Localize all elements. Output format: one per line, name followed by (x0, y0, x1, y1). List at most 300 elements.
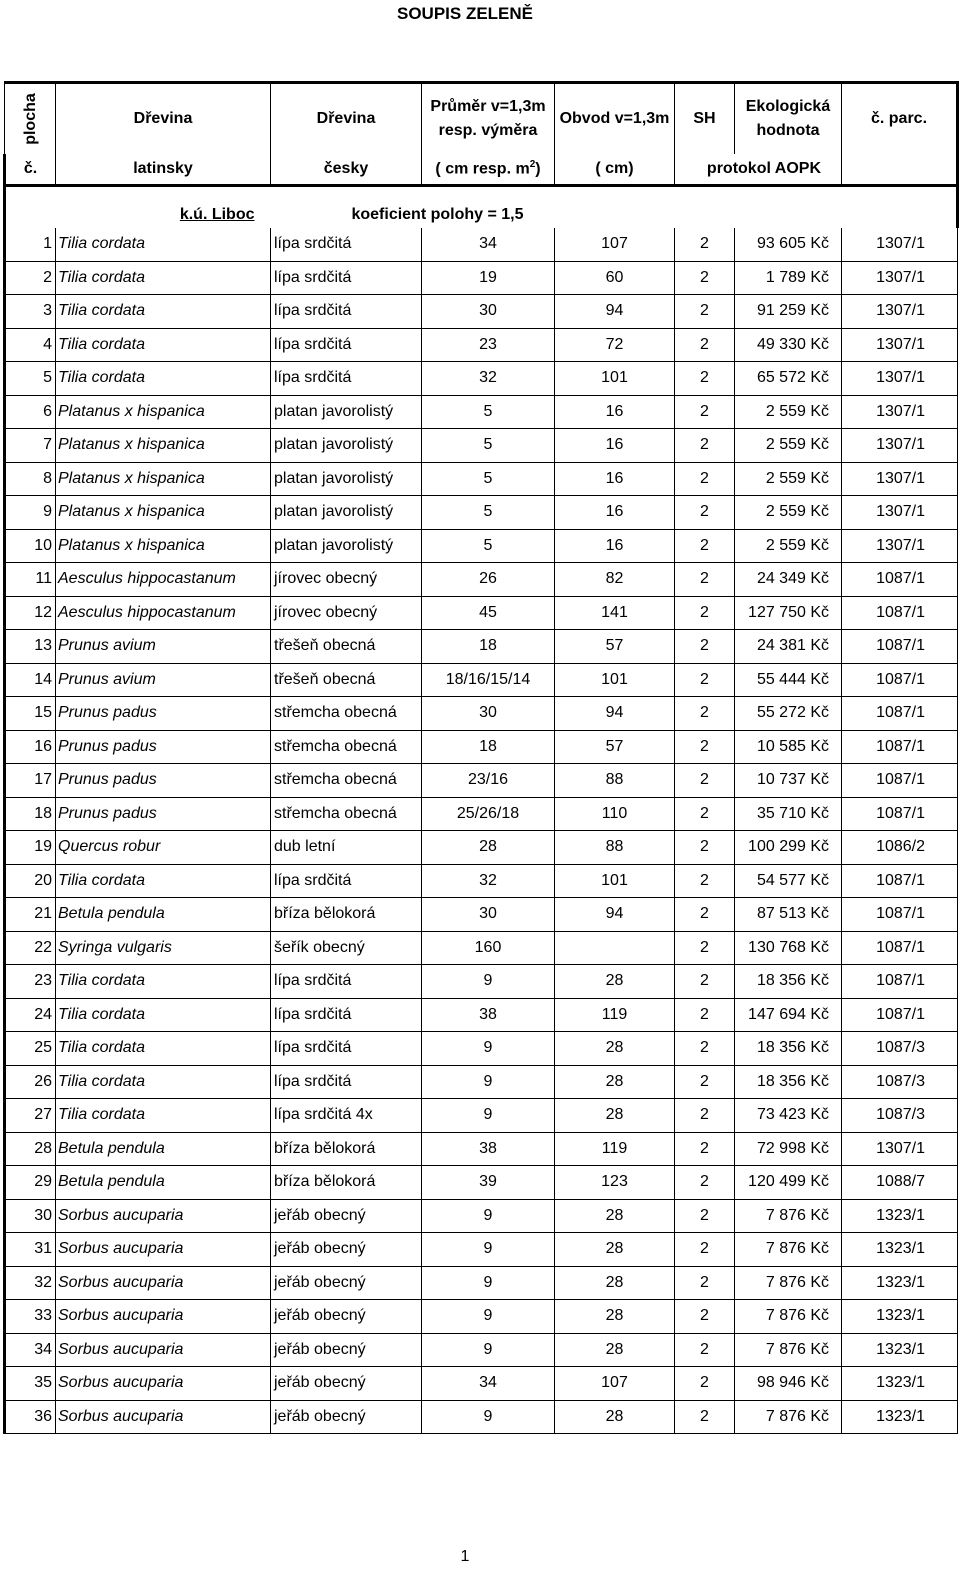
cell-number: 32 (5, 1266, 56, 1300)
table-row (5, 1300, 958, 1334)
cell-sh: 2 (675, 630, 735, 664)
cell-latin-name: Platanus x hispanica (56, 496, 271, 530)
cell-latin-name: Sorbus aucuparia (56, 1400, 271, 1434)
cell-parcel: 1307/1 (842, 362, 958, 396)
cell-latin-name: Tilia cordata (56, 1032, 271, 1066)
cell-sh: 2 (675, 563, 735, 597)
cell-parcel: 1087/3 (842, 1032, 958, 1066)
table-row (5, 730, 958, 764)
cell-sh: 2 (675, 730, 735, 764)
table-row (5, 1065, 958, 1099)
cell-circumference: 141 (555, 596, 675, 630)
cell-czech-name: lípa srdčitá 4x (271, 1099, 422, 1133)
cell-eco-value: 98 946 Kč (735, 1367, 842, 1401)
cell-czech-name: platan javorolistý (271, 529, 422, 563)
cell-circumference: 57 (555, 730, 675, 764)
cell-eco-value: 24 349 Kč (735, 563, 842, 597)
table-body (5, 228, 958, 1434)
cell-latin-name: Sorbus aucuparia (56, 1266, 271, 1300)
cell-number: 4 (5, 328, 56, 362)
section-ku: k.ú. Liboc (179, 206, 255, 223)
table-row (5, 462, 958, 496)
cell-sh: 2 (675, 1166, 735, 1200)
cell-eco-value: 2 559 Kč (735, 496, 842, 530)
cell-circumference: 119 (555, 1132, 675, 1166)
cell-diameter: 23 (422, 328, 555, 362)
cell-czech-name: lípa srdčitá (271, 228, 422, 261)
cell-latin-name: Syringa vulgaris (56, 931, 271, 965)
cell-number: 15 (5, 697, 56, 731)
cell-parcel: 1307/1 (842, 295, 958, 329)
cell-eco-value: 7 876 Kč (735, 1233, 842, 1267)
cell-latin-name: Tilia cordata (56, 328, 271, 362)
cell-number: 27 (5, 1099, 56, 1133)
cell-number: 19 (5, 831, 56, 865)
cell-latin-name: Tilia cordata (56, 362, 271, 396)
cell-diameter: 9 (422, 1333, 555, 1367)
cell-sh: 2 (675, 429, 735, 463)
cell-latin-name: Sorbus aucuparia (56, 1199, 271, 1233)
cell-parcel: 1323/1 (842, 1233, 958, 1267)
table-row (5, 395, 958, 429)
cell-eco-value: 120 499 Kč (735, 1166, 842, 1200)
cell-sh: 2 (675, 797, 735, 831)
cell-circumference: 88 (555, 764, 675, 798)
cell-parcel: 1087/1 (842, 563, 958, 597)
cell-number: 23 (5, 965, 56, 999)
cell-circumference: 16 (555, 496, 675, 530)
cell-czech-name: lípa srdčitá (271, 998, 422, 1032)
cell-number: 35 (5, 1367, 56, 1401)
cell-latin-name: Prunus padus (56, 797, 271, 831)
cell-circumference: 101 (555, 663, 675, 697)
cell-eco-value: 72 998 Kč (735, 1132, 842, 1166)
cell-sh: 2 (675, 1199, 735, 1233)
cell-sh: 2 (675, 864, 735, 898)
cell-parcel: 1087/1 (842, 596, 958, 630)
cell-czech-name: bříza bělokorá (271, 898, 422, 932)
cell-sh: 2 (675, 596, 735, 630)
cell-czech-name: lípa srdčitá (271, 864, 422, 898)
cell-number: 28 (5, 1132, 56, 1166)
cell-eco-value: 100 299 Kč (735, 831, 842, 865)
cell-sh: 2 (675, 965, 735, 999)
table-row (5, 529, 958, 563)
header-latinsky: latinsky (56, 154, 271, 186)
cell-circumference: 16 (555, 462, 675, 496)
cell-parcel: 1307/1 (842, 429, 958, 463)
cell-diameter: 23/16 (422, 764, 555, 798)
cell-diameter: 32 (422, 864, 555, 898)
cell-latin-name: Tilia cordata (56, 998, 271, 1032)
cell-czech-name: lípa srdčitá (271, 261, 422, 295)
table-row (5, 228, 958, 261)
cell-latin-name: Betula pendula (56, 898, 271, 932)
cell-diameter: 30 (422, 295, 555, 329)
cell-diameter: 9 (422, 965, 555, 999)
cell-number: 9 (5, 496, 56, 530)
cell-diameter: 9 (422, 1400, 555, 1434)
cell-diameter: 5 (422, 496, 555, 530)
cell-circumference: 110 (555, 797, 675, 831)
header-eko: Ekologická hodnota (735, 83, 842, 155)
cell-parcel: 1087/1 (842, 663, 958, 697)
cell-sh: 2 (675, 1132, 735, 1166)
cell-latin-name: Tilia cordata (56, 1065, 271, 1099)
table-row (5, 1099, 958, 1133)
cell-number: 5 (5, 362, 56, 396)
cell-parcel: 1307/1 (842, 328, 958, 362)
cell-eco-value: 2 559 Kč (735, 395, 842, 429)
cell-circumference: 28 (555, 1300, 675, 1334)
header-obvod-unit: ( cm) (555, 154, 675, 186)
cell-circumference: 28 (555, 1065, 675, 1099)
table-row (5, 1199, 958, 1233)
cell-circumference: 16 (555, 429, 675, 463)
table-row (5, 1333, 958, 1367)
cell-number: 3 (5, 295, 56, 329)
cell-czech-name: střemcha obecná (271, 730, 422, 764)
cell-parcel: 1323/1 (842, 1300, 958, 1334)
cell-diameter: 30 (422, 697, 555, 731)
cell-circumference: 16 (555, 529, 675, 563)
header-prumer: Průměr v=1,3m resp. výměra (422, 83, 555, 155)
cell-latin-name: Sorbus aucuparia (56, 1300, 271, 1334)
table-row (5, 1032, 958, 1066)
cell-sh: 2 (675, 1032, 735, 1066)
cell-circumference: 107 (555, 228, 675, 261)
cell-diameter: 28 (422, 831, 555, 865)
cell-diameter: 9 (422, 1266, 555, 1300)
table-row (5, 797, 958, 831)
cell-sh: 2 (675, 998, 735, 1032)
cell-number: 14 (5, 663, 56, 697)
cell-sh: 2 (675, 228, 735, 261)
cell-parcel: 1088/7 (842, 1166, 958, 1200)
cell-parcel: 1087/1 (842, 931, 958, 965)
table-row (5, 831, 958, 865)
cell-number: 13 (5, 630, 56, 664)
cell-eco-value: 87 513 Kč (735, 898, 842, 932)
cell-eco-value: 7 876 Kč (735, 1400, 842, 1434)
cell-sh: 2 (675, 1099, 735, 1133)
table-row (5, 563, 958, 597)
cell-circumference: 88 (555, 831, 675, 865)
cell-eco-value: 1 789 Kč (735, 261, 842, 295)
cell-eco-value: 55 272 Kč (735, 697, 842, 731)
cell-circumference: 28 (555, 965, 675, 999)
cell-circumference: 28 (555, 1233, 675, 1267)
cell-czech-name: jeřáb obecný (271, 1367, 422, 1401)
cell-czech-name: jeřáb obecný (271, 1300, 422, 1334)
cell-czech-name: platan javorolistý (271, 429, 422, 463)
cell-circumference: 16 (555, 395, 675, 429)
cell-parcel: 1323/1 (842, 1266, 958, 1300)
cell-number: 21 (5, 898, 56, 932)
cell-sh: 2 (675, 462, 735, 496)
cell-sh: 2 (675, 1333, 735, 1367)
cell-parcel: 1323/1 (842, 1333, 958, 1367)
cell-sh: 2 (675, 1367, 735, 1401)
cell-circumference: 107 (555, 1367, 675, 1401)
cell-latin-name: Aesculus hippocastanum (56, 596, 271, 630)
cell-parcel: 1087/1 (842, 797, 958, 831)
cell-czech-name: jírovec obecný (271, 596, 422, 630)
cell-circumference: 101 (555, 362, 675, 396)
cell-circumference: 28 (555, 1099, 675, 1133)
cell-circumference: 94 (555, 295, 675, 329)
cell-parcel: 1307/1 (842, 496, 958, 530)
cell-sh: 2 (675, 697, 735, 731)
cell-number: 34 (5, 1333, 56, 1367)
cell-sh: 2 (675, 328, 735, 362)
cell-eco-value: 18 356 Kč (735, 1032, 842, 1066)
cell-eco-value: 18 356 Kč (735, 965, 842, 999)
cell-eco-value: 49 330 Kč (735, 328, 842, 362)
cell-circumference: 101 (555, 864, 675, 898)
cell-diameter: 32 (422, 362, 555, 396)
cell-czech-name: jírovec obecný (271, 563, 422, 597)
cell-circumference: 94 (555, 898, 675, 932)
cell-parcel: 1087/1 (842, 965, 958, 999)
table-row (5, 596, 958, 630)
header-eko-protocol: protokol AOPK (675, 154, 842, 186)
table-row (5, 864, 958, 898)
cell-diameter: 39 (422, 1166, 555, 1200)
cell-diameter: 5 (422, 529, 555, 563)
cell-eco-value: 7 876 Kč (735, 1199, 842, 1233)
cell-number: 31 (5, 1233, 56, 1267)
cell-sh: 2 (675, 931, 735, 965)
cell-eco-value: 2 559 Kč (735, 429, 842, 463)
cell-diameter: 9 (422, 1099, 555, 1133)
cell-czech-name: bříza bělokorá (271, 1166, 422, 1200)
cell-eco-value: 10 737 Kč (735, 764, 842, 798)
cell-czech-name: dub letní (271, 831, 422, 865)
cell-czech-name: lípa srdčitá (271, 328, 422, 362)
cell-number: 11 (5, 563, 56, 597)
cell-sh: 2 (675, 261, 735, 295)
cell-czech-name: střemcha obecná (271, 797, 422, 831)
cell-parcel: 1087/3 (842, 1099, 958, 1133)
table-row (5, 1233, 958, 1267)
cell-sh: 2 (675, 764, 735, 798)
cell-circumference: 94 (555, 697, 675, 731)
cell-parcel: 1086/2 (842, 831, 958, 865)
table-row (5, 1132, 958, 1166)
cell-latin-name: Tilia cordata (56, 228, 271, 261)
cell-sh: 2 (675, 395, 735, 429)
table-row (5, 931, 958, 965)
cell-eco-value: 7 876 Kč (735, 1266, 842, 1300)
cell-latin-name: Quercus robur (56, 831, 271, 865)
cell-latin-name: Tilia cordata (56, 261, 271, 295)
cell-diameter: 34 (422, 1367, 555, 1401)
cell-sh: 2 (675, 1300, 735, 1334)
cell-latin-name: Sorbus aucuparia (56, 1333, 271, 1367)
header-drevina-lat: Dřevina (56, 83, 271, 155)
table-row (5, 1166, 958, 1200)
cell-latin-name: Prunus padus (56, 730, 271, 764)
cell-diameter: 18 (422, 630, 555, 664)
cell-latin-name: Prunus padus (56, 697, 271, 731)
cell-parcel: 1307/1 (842, 228, 958, 261)
cell-czech-name: třešeň obecná (271, 630, 422, 664)
cell-circumference: 57 (555, 630, 675, 664)
cell-czech-name: lípa srdčitá (271, 1032, 422, 1066)
cell-sh: 2 (675, 362, 735, 396)
header-prumer-unit: ( cm resp. $m^2$) (422, 154, 555, 186)
cell-latin-name: Betula pendula (56, 1132, 271, 1166)
cell-sh: 2 (675, 1065, 735, 1099)
cell-sh: 2 (675, 831, 735, 865)
cell-circumference: 82 (555, 563, 675, 597)
cell-circumference: 28 (555, 1266, 675, 1300)
cell-sh: 2 (675, 898, 735, 932)
cell-czech-name: lípa srdčitá (271, 295, 422, 329)
cell-eco-value: 55 444 Kč (735, 663, 842, 697)
table-row (5, 1266, 958, 1300)
cell-czech-name: jeřáb obecný (271, 1400, 422, 1434)
cell-parcel: 1087/1 (842, 764, 958, 798)
cell-czech-name: platan javorolistý (271, 395, 422, 429)
cell-sh: 2 (675, 1266, 735, 1300)
cell-diameter: 25/26/18 (422, 797, 555, 831)
cell-sh: 2 (675, 1400, 735, 1434)
cell-circumference: 28 (555, 1333, 675, 1367)
table-row (5, 295, 958, 329)
cell-latin-name: Tilia cordata (56, 295, 271, 329)
cell-number: 1 (5, 228, 56, 261)
table-row (5, 496, 958, 530)
cell-eco-value: 10 585 Kč (735, 730, 842, 764)
cell-czech-name: jeřáb obecný (271, 1333, 422, 1367)
cell-czech-name: jeřáb obecný (271, 1233, 422, 1267)
cell-number: 36 (5, 1400, 56, 1434)
cell-circumference (555, 931, 675, 965)
cell-latin-name: Platanus x hispanica (56, 462, 271, 496)
cell-czech-name: platan javorolistý (271, 496, 422, 530)
cell-parcel: 1307/1 (842, 462, 958, 496)
cell-eco-value: 73 423 Kč (735, 1099, 842, 1133)
header-obvod: Obvod v=1,3m (555, 83, 675, 155)
cell-diameter: 9 (422, 1199, 555, 1233)
cell-number: 20 (5, 864, 56, 898)
cell-eco-value: 18 356 Kč (735, 1065, 842, 1099)
cell-parcel: 1087/1 (842, 730, 958, 764)
cell-number: 29 (5, 1166, 56, 1200)
table-row (5, 663, 958, 697)
cell-number: 17 (5, 764, 56, 798)
cell-circumference: 60 (555, 261, 675, 295)
cell-number: 6 (5, 395, 56, 429)
cell-czech-name: jeřáb obecný (271, 1266, 422, 1300)
cell-latin-name: Platanus x hispanica (56, 529, 271, 563)
cell-diameter: 5 (422, 429, 555, 463)
cell-parcel: 1087/1 (842, 864, 958, 898)
cell-latin-name: Betula pendula (56, 1166, 271, 1200)
cell-diameter: 26 (422, 563, 555, 597)
cell-circumference: 72 (555, 328, 675, 362)
table-header (5, 83, 958, 229)
cell-number: 2 (5, 261, 56, 295)
header-plocha: plocha (5, 83, 56, 155)
cell-parcel: 1307/1 (842, 261, 958, 295)
cell-diameter: 34 (422, 228, 555, 261)
cell-diameter: 45 (422, 596, 555, 630)
table-row (5, 697, 958, 731)
cell-number: 22 (5, 931, 56, 965)
cell-latin-name: Prunus avium (56, 663, 271, 697)
cell-latin-name: Tilia cordata (56, 864, 271, 898)
table-row (5, 898, 958, 932)
cell-number: 16 (5, 730, 56, 764)
header-sh: SH (675, 83, 735, 155)
cell-eco-value: 130 768 Kč (735, 931, 842, 965)
cell-number: 18 (5, 797, 56, 831)
cell-parcel: 1087/3 (842, 1065, 958, 1099)
cell-latin-name: Sorbus aucuparia (56, 1233, 271, 1267)
cell-czech-name: střemcha obecná (271, 697, 422, 731)
cell-number: 24 (5, 998, 56, 1032)
cell-diameter: 38 (422, 1132, 555, 1166)
cell-eco-value: 65 572 Kč (735, 362, 842, 396)
table-row (5, 965, 958, 999)
cell-number: 8 (5, 462, 56, 496)
cell-eco-value: 93 605 Kč (735, 228, 842, 261)
cell-parcel: 1087/1 (842, 697, 958, 731)
cell-czech-name: střemcha obecná (271, 764, 422, 798)
cell-eco-value: 35 710 Kč (735, 797, 842, 831)
cell-czech-name: lípa srdčitá (271, 362, 422, 396)
cell-diameter: 9 (422, 1233, 555, 1267)
cell-eco-value: 127 750 Kč (735, 596, 842, 630)
cell-parcel: 1323/1 (842, 1367, 958, 1401)
cell-diameter: 38 (422, 998, 555, 1032)
table-row (5, 630, 958, 664)
table-row (5, 1367, 958, 1401)
cell-latin-name: Aesculus hippocastanum (56, 563, 271, 597)
cell-czech-name: šeřík obecný (271, 931, 422, 965)
header-parc: č. parc. (842, 83, 958, 155)
cell-parcel: 1323/1 (842, 1400, 958, 1434)
cell-latin-name: Tilia cordata (56, 1099, 271, 1133)
cell-number: 7 (5, 429, 56, 463)
cell-diameter: 5 (422, 395, 555, 429)
cell-czech-name: lípa srdčitá (271, 965, 422, 999)
header-drevina-cz: Dřevina (271, 83, 422, 155)
green-inventory-table (3, 81, 959, 1434)
cell-circumference: 119 (555, 998, 675, 1032)
cell-eco-value: 24 381 Kč (735, 630, 842, 664)
cell-sh: 2 (675, 295, 735, 329)
cell-diameter: 160 (422, 931, 555, 965)
cell-circumference: 123 (555, 1166, 675, 1200)
cell-eco-value: 7 876 Kč (735, 1333, 842, 1367)
cell-circumference: 28 (555, 1400, 675, 1434)
cell-parcel: 1087/1 (842, 998, 958, 1032)
cell-circumference: 28 (555, 1199, 675, 1233)
cell-czech-name: bříza bělokorá (271, 1132, 422, 1166)
cell-sh: 2 (675, 496, 735, 530)
table-row (5, 1400, 958, 1434)
table-row (5, 362, 958, 396)
cell-eco-value: 2 559 Kč (735, 462, 842, 496)
cell-diameter: 9 (422, 1032, 555, 1066)
cell-latin-name: Sorbus aucuparia (56, 1367, 271, 1401)
table-row (5, 764, 958, 798)
cell-circumference: 28 (555, 1032, 675, 1066)
